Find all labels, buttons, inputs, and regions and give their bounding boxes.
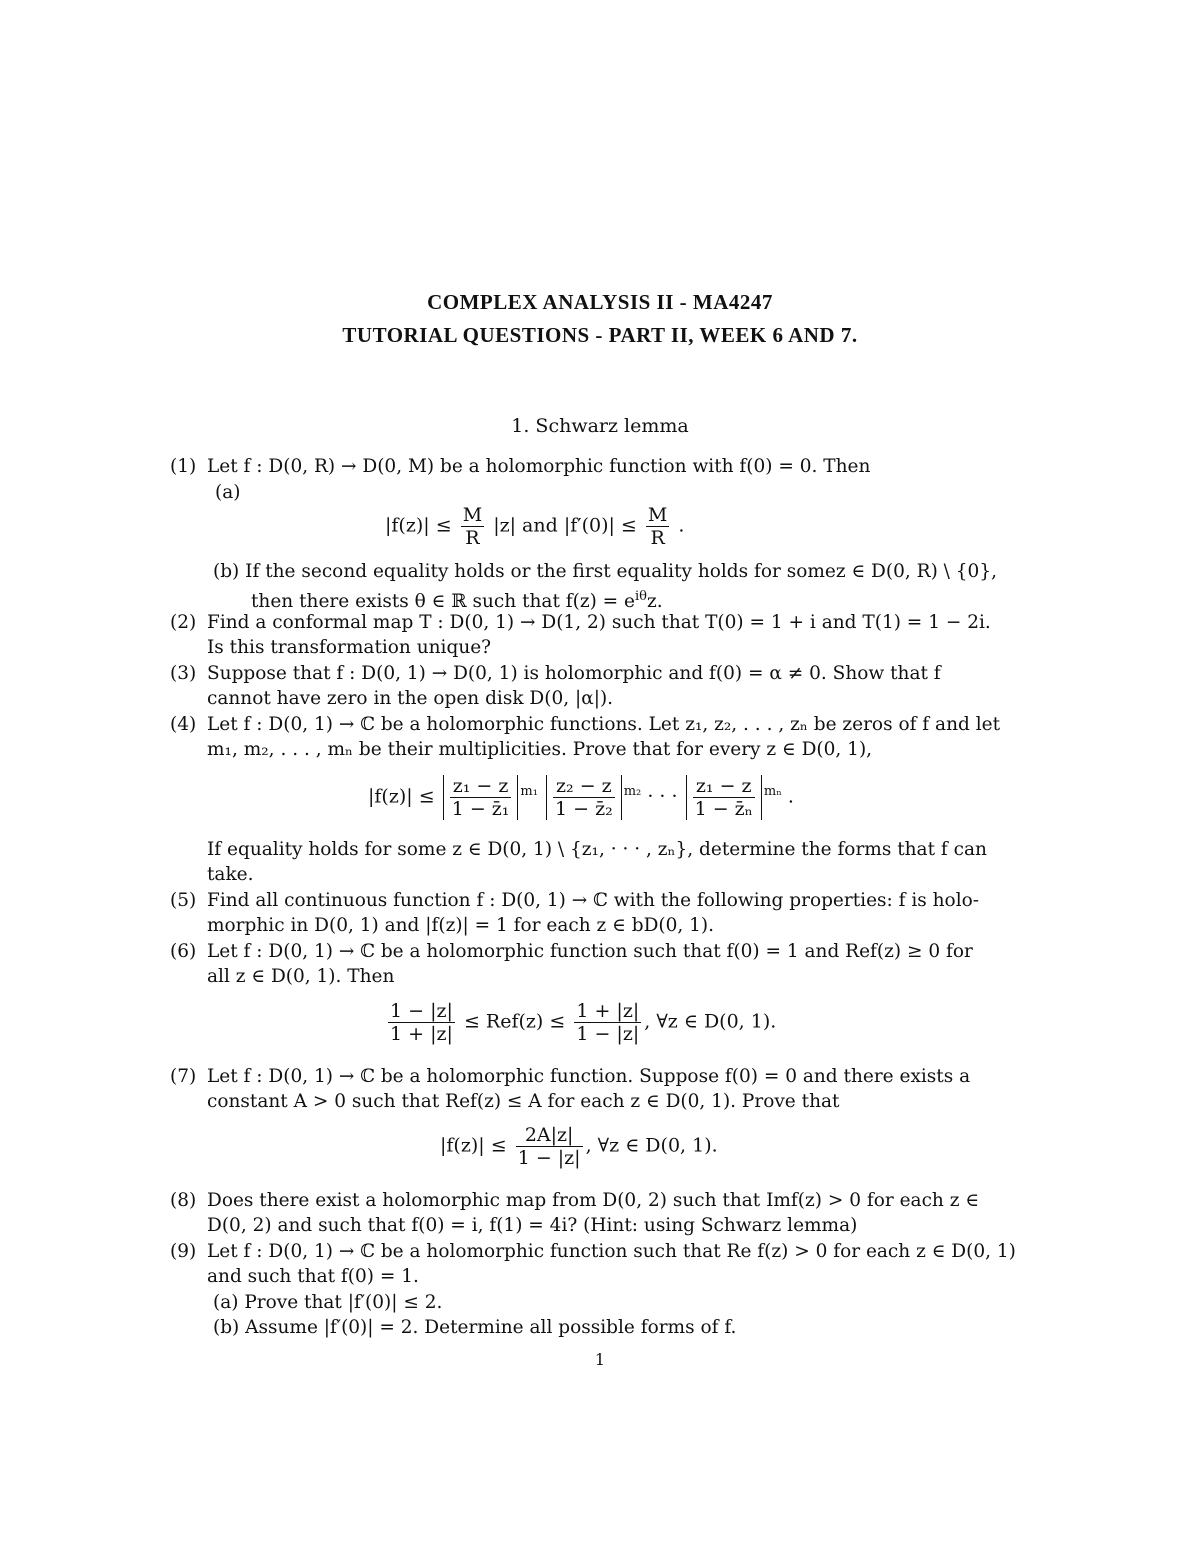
q8-number: (8) (170, 1190, 197, 1211)
q7-num: 2A|z| (524, 1124, 574, 1146)
q4-f2-den: 1 − z̄₂ (555, 798, 613, 820)
q6-left-fraction (388, 1000, 455, 1045)
q4-f1-den: 1 − z̄₁ (451, 798, 510, 820)
q6-right-fraction (574, 1000, 641, 1045)
tutorial-title: TUTORIAL QUESTIONS - PART II, WEEK 6 AND 7. (342, 323, 858, 347)
q4-eq-lhs: |f(z)| ≤ (368, 785, 435, 808)
q5-number: (5) (170, 890, 197, 911)
q4-f2-num: z₂ − z (556, 775, 612, 797)
q1-number: (1) (170, 456, 197, 477)
q4-abs-2 (546, 775, 622, 820)
q3-line2: cannot have zero in the open disk D(0, |α|). (207, 688, 614, 709)
q7-equation (440, 1124, 718, 1169)
q2-number: (2) (170, 612, 197, 633)
q6-l-den: 1 + |z| (390, 1023, 453, 1045)
q1-equation (385, 504, 684, 549)
q2-line2: Is this transformation unique? (207, 637, 492, 658)
q4-dots: · · · (647, 785, 678, 808)
q8-line1: Does there exist a holomorphic map from D(0, 2) such that Imf(z) > 0 for each z ∈ (207, 1190, 980, 1211)
q1-eq-mid: |z| and |f′(0)| ≤ (493, 514, 637, 537)
q6-l-num: 1 − |z| (390, 1000, 453, 1022)
q3-line1: Suppose that f : D(0, 1) → D(0, 1) is holomorphic and f(0) = α ≠ 0. Show that f (207, 663, 941, 684)
q7-line1: Let f : D(0, 1) → ℂ be a holomorphic function. Suppose f(0) = 0 and there exists a (207, 1066, 971, 1087)
q1-eq-end: . (678, 514, 685, 537)
q7-end: , ∀z ∈ D(0, 1). (585, 1134, 718, 1157)
q1-eq-den-2: R (646, 526, 669, 549)
q2-line1: Find a conformal map T : D(0, 1) → D(1, 2) such that T(0) = 1 + i and T(1) = 1 − 2i. (207, 612, 991, 633)
q4-exp-2: m₂ (623, 784, 642, 800)
q5-line1: Find all continuous function f : D(0, 1) → ℂ with the following properties: f is holo- (207, 890, 980, 911)
q5-line2: morphic in D(0, 1) and |f(z)| = 1 for each z ∈ bD(0, 1). (207, 915, 715, 936)
q4-equation (368, 775, 794, 820)
q6-r-den: 1 − |z| (576, 1023, 640, 1045)
q7-lhs: |f(z)| ≤ (440, 1134, 507, 1157)
q3-number: (3) (170, 663, 197, 684)
q1-part-b-line1: (b) If the second equality holds or the first equality holds for somez ∈ D(0, R) \ {0}, (213, 561, 997, 582)
q1-eq-den-1: R (461, 526, 484, 549)
q6-line1: Let f : D(0, 1) → ℂ be a holomorphic function such that f(0) = 1 and Ref(z) ≥ 0 for (207, 941, 973, 962)
q4-f3-den: 1 − z̄ₙ (694, 798, 753, 820)
q9-line1: Let f : D(0, 1) → ℂ be a holomorphic function such that Re f(z) > 0 for each z ∈ D(0, 1) (207, 1241, 1016, 1262)
q4-exp-1: m₁ (520, 784, 538, 800)
q1-part-a-label: (a) (215, 482, 241, 503)
q9-part-a: (a) Prove that |f′(0)| ≤ 2. (213, 1292, 443, 1313)
document-header (0, 286, 1200, 352)
q9-number: (9) (170, 1241, 197, 1262)
q9-part-b: (b) Assume |f′(0)| = 2. Determine all possible forms of f. (213, 1317, 737, 1338)
q1-eq-fraction-1 (461, 504, 484, 549)
q7-den: 1 − |z| (517, 1147, 581, 1169)
q1-part-b-line2: then there exists θ ∈ ℝ such that $f(z) = e^{i\theta}z$. (251, 589, 663, 613)
q4-exp-3: mₙ (763, 784, 782, 800)
q4-line3: If equality holds for some z ∈ D(0, 1) \ {z₁, · · · , zₙ}, determine the forms that f can (207, 839, 987, 860)
section-title: 1. Schwarz lemma (511, 415, 689, 437)
q4-line1: Let f : D(0, 1) → ℂ be a holomorphic functions. Let z₁, z₂, . . . , zₙ be zeros of f and let (207, 714, 1001, 735)
q4-abs-1 (443, 775, 519, 820)
q4-f1-num: z₁ − z (452, 775, 509, 797)
q9-line2: and such that f(0) = 1. (207, 1266, 419, 1287)
q4-line2: m₁, m₂, . . . , mₙ be their multiplicities. Prove that for every z ∈ D(0, 1), (207, 739, 873, 760)
q4-number: (4) (170, 714, 197, 735)
q1-text: Let f : D(0, R) → D(0, M) be a holomorphic function with f(0) = 0. Then (207, 456, 871, 477)
q1-eq-num-1: M (462, 504, 483, 526)
q6-end: , ∀z ∈ D(0, 1). (644, 1010, 777, 1033)
q6-number: (6) (170, 941, 197, 962)
course-title: COMPLEX ANALYSIS II - MA4247 (427, 290, 773, 314)
q8-line2: D(0, 2) and such that f(0) = i, f(1) = 4i? (Hint: using Schwarz lemma) (207, 1215, 858, 1236)
q1-eq-num-2: M (647, 504, 668, 526)
q1-eq-fraction-2 (646, 504, 669, 549)
q6-r-num: 1 + |z| (576, 1000, 640, 1022)
q4-f3-num: z₁ − z (695, 775, 752, 797)
q7-line2: constant A > 0 such that Ref(z) ≤ A for each z ∈ D(0, 1). Prove that (207, 1091, 840, 1112)
q6-equation (385, 1000, 776, 1045)
q4-eq-end: . (787, 785, 794, 808)
q4-abs-3 (686, 775, 762, 820)
q4-line4: take. (207, 864, 254, 885)
q6-line2: all z ∈ D(0, 1). Then (207, 966, 395, 987)
q7-number: (7) (170, 1066, 197, 1087)
q6-mid: ≤ Ref(z) ≤ (463, 1010, 566, 1033)
q1-eq-lhs: |f(z)| ≤ (385, 514, 452, 537)
q7-fraction (516, 1124, 583, 1169)
page-number: 1 (594, 1350, 606, 1369)
